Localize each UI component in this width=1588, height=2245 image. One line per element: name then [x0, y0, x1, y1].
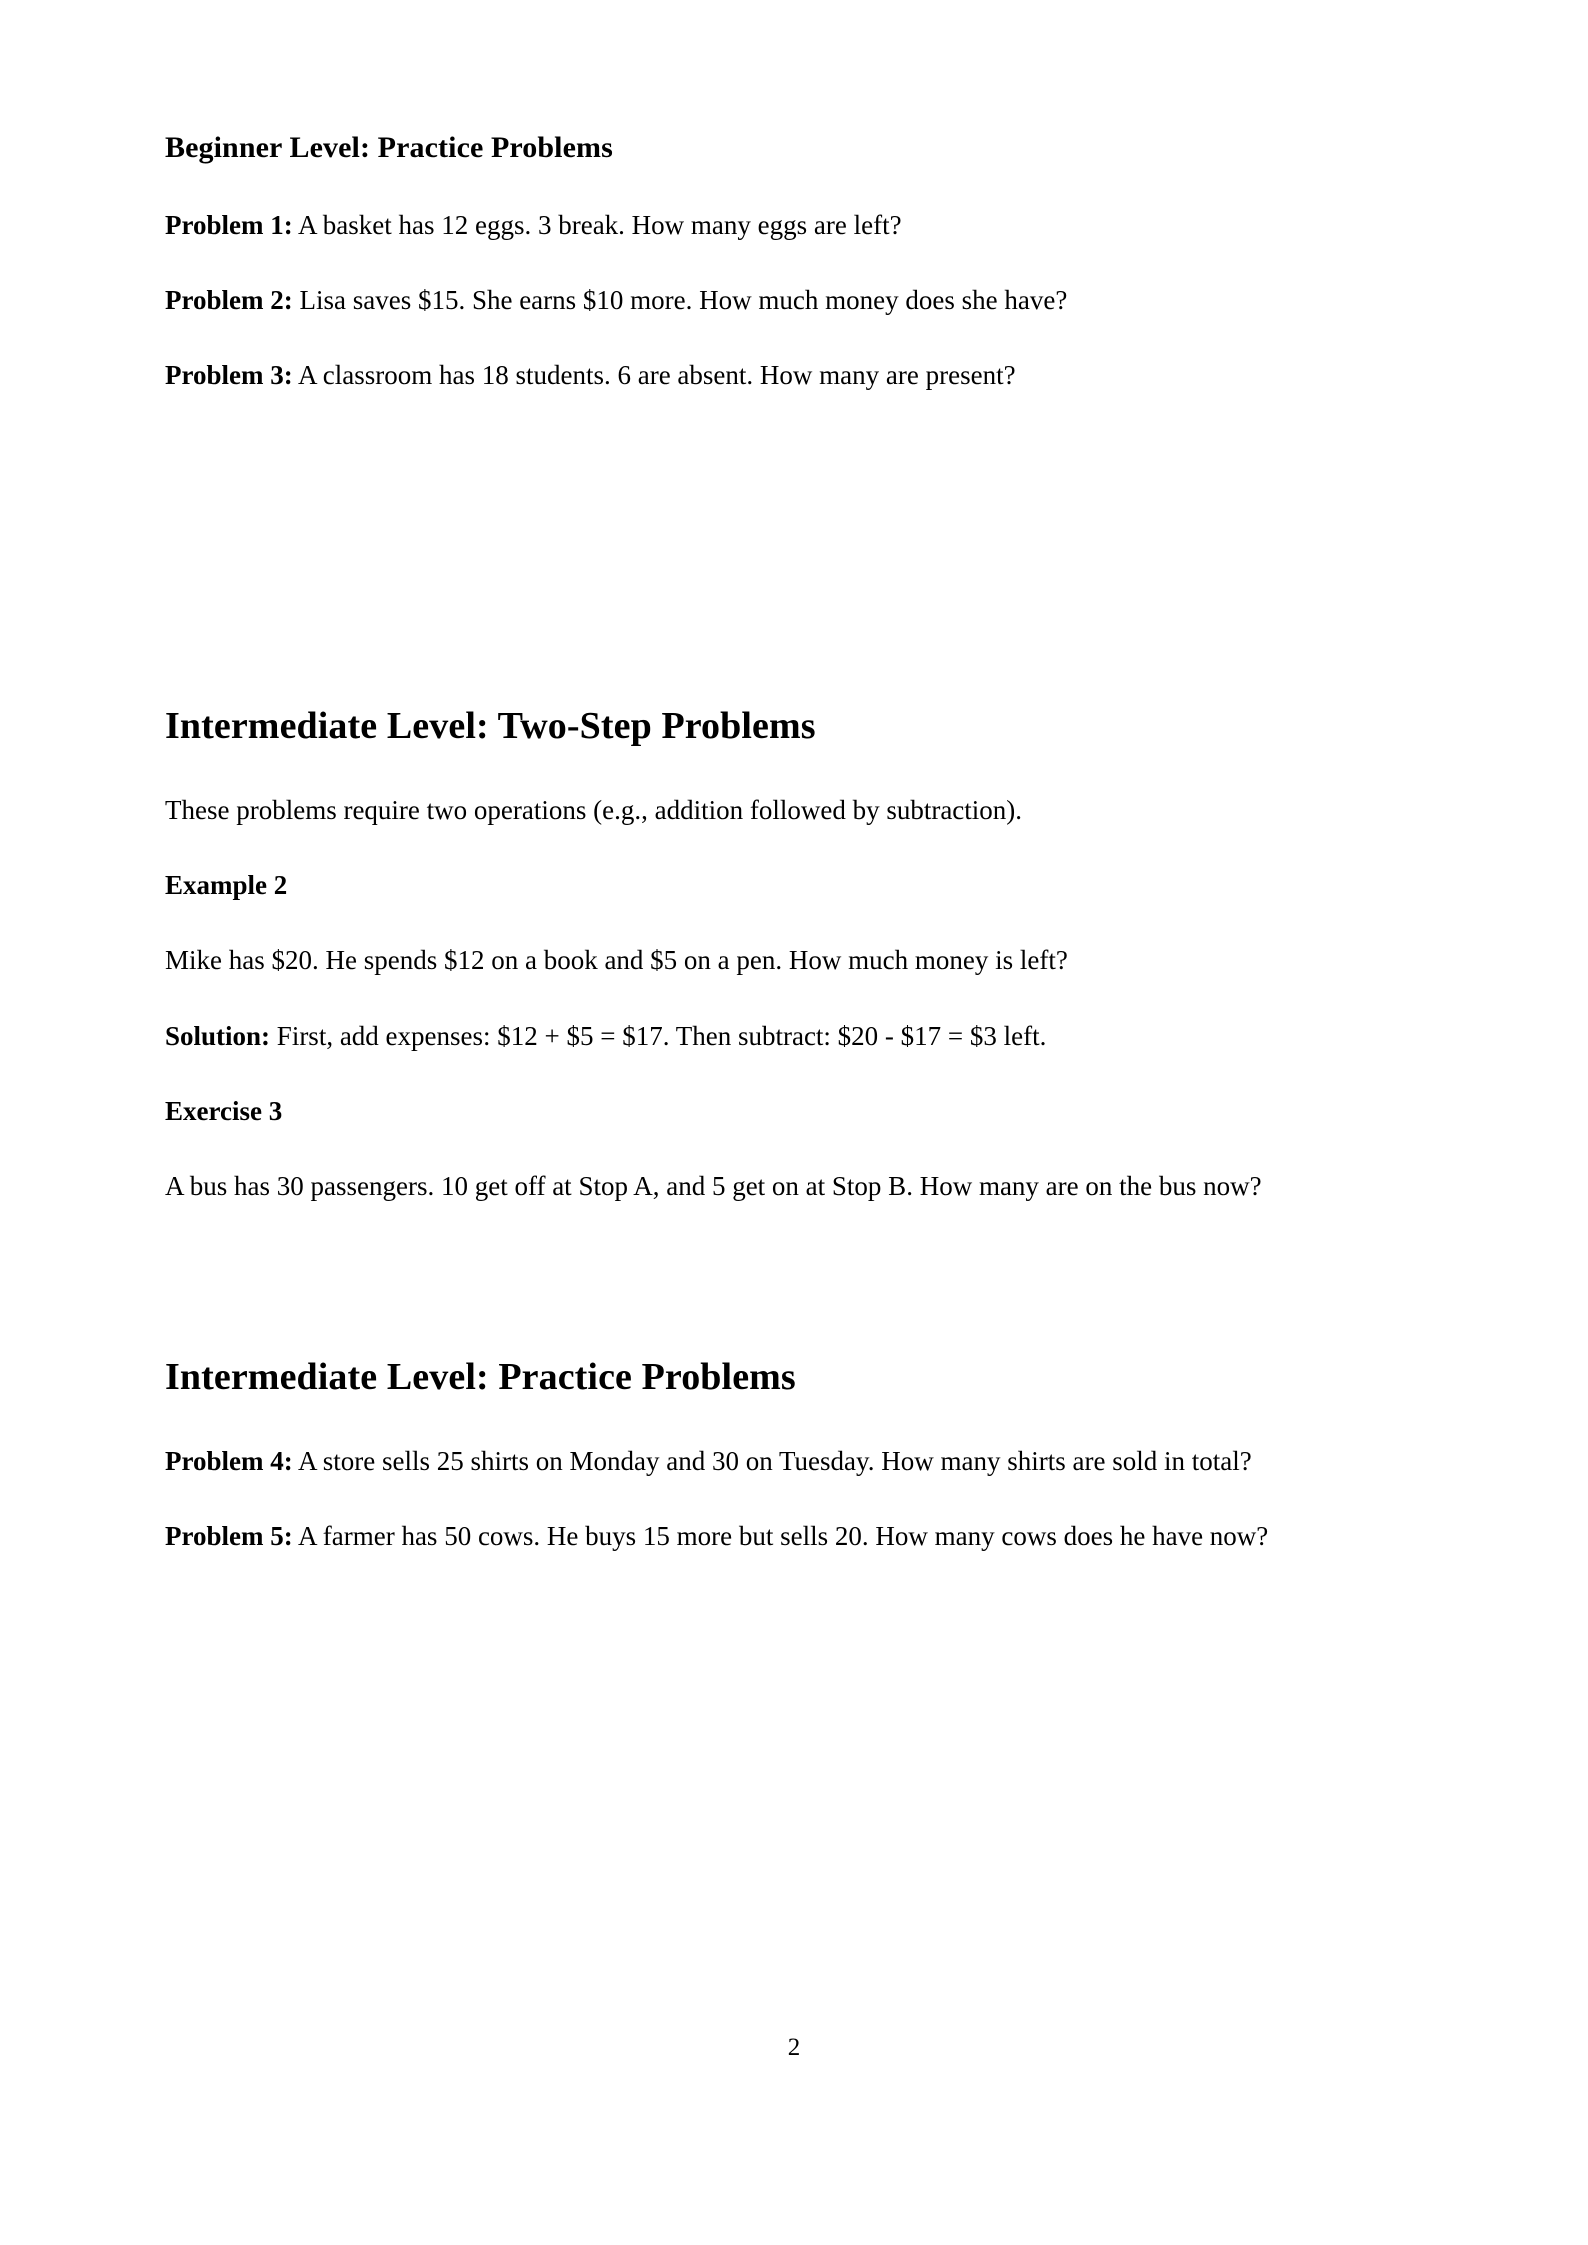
exercise-heading: Exercise 3 — [165, 1095, 283, 1126]
section-intermediate-two-step — [165, 704, 1333, 1205]
problem-item — [165, 357, 1333, 394]
problem-item — [165, 1518, 1333, 1555]
section-beginner-practice — [165, 130, 1333, 394]
section-heading-intermediate-two-step: Intermediate Level: Two-Step Problems — [165, 705, 816, 748]
problem-label: Problem 3: — [165, 360, 293, 391]
page-number: 2 — [787, 2034, 801, 2061]
section-intermediate-practice — [165, 1355, 1333, 1555]
section-heading-beginner-practice: Beginner Level: Practice Problems — [165, 131, 613, 164]
example-heading: Example 2 — [165, 870, 288, 901]
problem-item — [165, 207, 1333, 244]
section-heading-intermediate-practice: Intermediate Level: Practice Problems — [165, 1356, 796, 1399]
page-content — [165, 130, 1333, 1556]
solution-item — [165, 1018, 1333, 1055]
problem-text: Lisa saves $15. She earns $10 more. How much money does she have? — [292, 284, 1068, 315]
section-intro-text: These problems require two operations (e.g., addition followed by subtraction). — [165, 794, 1023, 825]
problem-text: A classroom has 18 students. 6 are absent. How many are present? — [292, 360, 1016, 391]
problem-text: A farmer has 50 cows. He buys 15 more but sells 20. How many cows does he have now? — [292, 1521, 1269, 1552]
problem-label: Problem 5: — [165, 1521, 293, 1552]
problem-label: Problem 4: — [165, 1446, 293, 1477]
example-text: Mike has $20. He spends $12 on a book and $5 on a pen. How much money is left? — [165, 945, 1068, 976]
solution-label: Solution: — [165, 1020, 271, 1051]
problem-text: A store sells 25 shirts on Monday and 30 on Tuesday. How many shirts are sold in total? — [292, 1446, 1252, 1477]
problem-text: A basket has 12 eggs. 3 break. How many eggs are left? — [292, 209, 902, 240]
section-break — [165, 394, 1333, 704]
exercise-text: A bus has 30 passengers. 10 get off at Stop A, and 5 get on at Stop B. How many are on the bus now? — [165, 1171, 1262, 1202]
problem-label: Problem 1: — [165, 209, 293, 240]
problem-item — [165, 1443, 1333, 1480]
solution-text: First, add expenses: $12 + $5 = $17. Then subtract: $20 - $17 = $3 left. — [270, 1020, 1047, 1051]
problem-item — [165, 282, 1333, 319]
section-break — [165, 1205, 1333, 1355]
problem-label: Problem 2: — [165, 284, 293, 315]
